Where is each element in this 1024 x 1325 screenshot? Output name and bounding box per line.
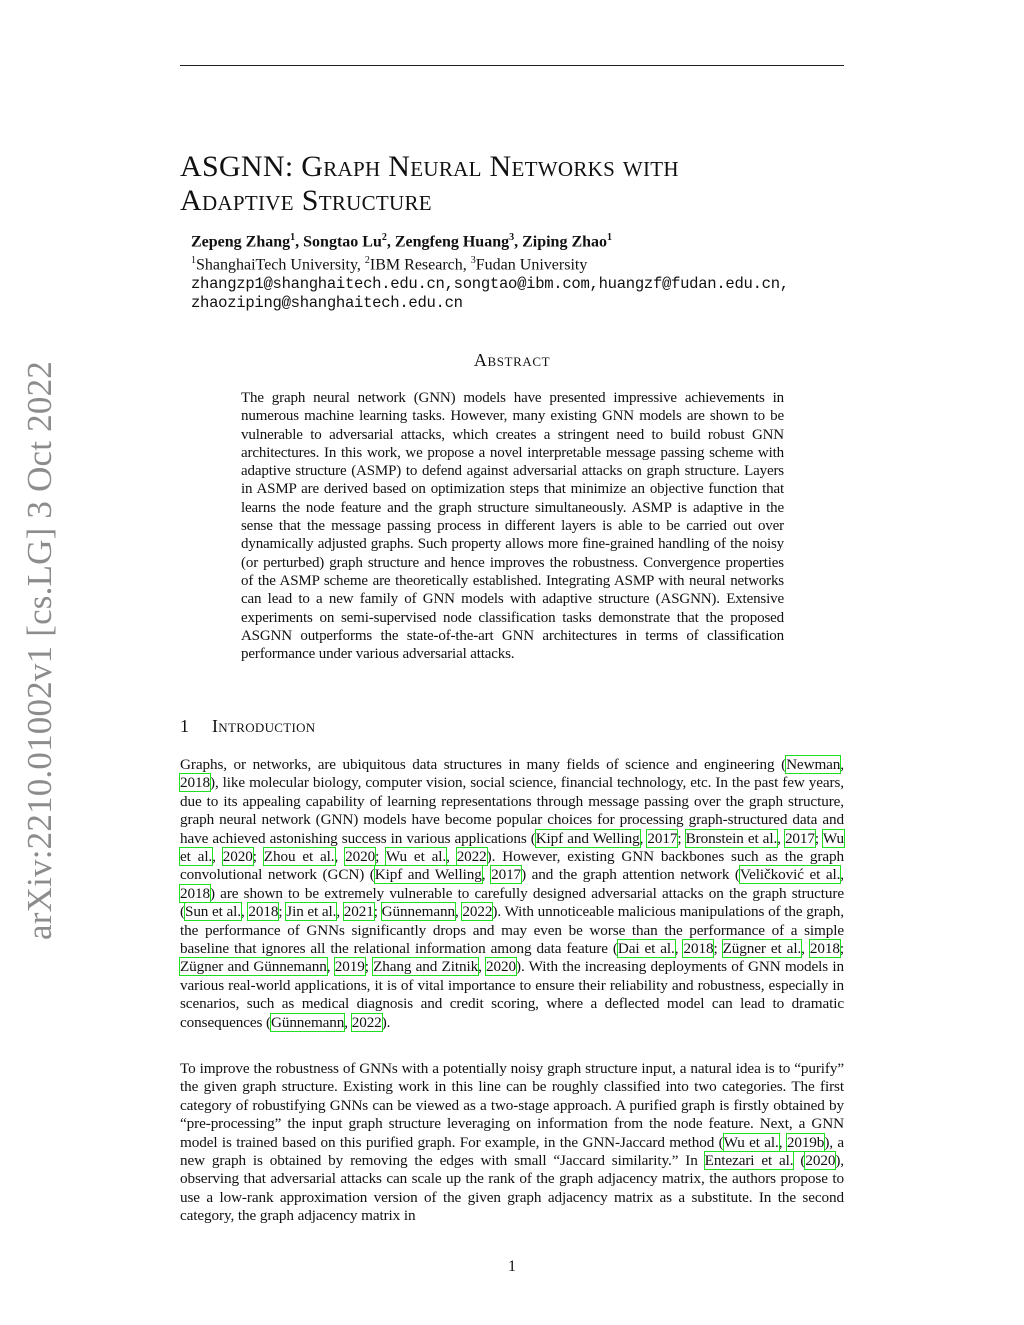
citation-link[interactable]: 2020	[345, 848, 376, 866]
citation-link[interactable]: 2022	[456, 848, 487, 866]
author-emails-line1: zhangzp1@shanghaitech.edu.cn,songtao@ibm.com,huangzf@fudan.edu.cn,	[191, 274, 789, 293]
citation-link[interactable]: 2020	[805, 1152, 836, 1170]
citation-link[interactable]: Entezari et al.	[704, 1152, 794, 1170]
citation-link[interactable]: Wu et al.	[723, 1133, 779, 1151]
citation-link[interactable]: Sun et al.	[184, 903, 241, 921]
citation-link[interactable]: 2018	[683, 940, 714, 958]
citation-link[interactable]: Wu et al.	[180, 829, 844, 866]
citation-link[interactable]: 2022	[462, 903, 493, 921]
citation-link[interactable]: Newman	[786, 756, 841, 773]
citation-link[interactable]: Zhang and Zitnik	[373, 958, 479, 976]
citation-link[interactable]: Bronstein et al.	[685, 829, 778, 847]
citation-link[interactable]: 2017	[784, 829, 815, 847]
citation-link[interactable]: 2017	[491, 866, 522, 884]
citation-link[interactable]: Günnemann	[270, 1013, 345, 1031]
author-emails-line2: zhaoziping@shanghaitech.edu.cn	[191, 293, 463, 312]
citation-link[interactable]: Zhou et al.	[263, 848, 335, 866]
author-block	[191, 228, 851, 313]
author-names: Zepeng Zhang$^1$, Songtao Lu$^2$, Zengfeng Huang$^3$, Ziping Zhao$^1$	[191, 232, 613, 251]
intro-paragraph-2: To improve the robustness of GNNs with a potentially noisy graph structure input, a natural idea is to “purify” the given graph structure. Existing work in this line can be roughly classified into two categories. The first category of robustifying GNNs can be viewed as a two-stage approach. A purified graph is firstly obtained by “pre-processing” the input graph structure leveraging on information from the node feature. Next, a GNN model is trained based on this purified graph. For example, in the GNN-Jaccard method (Wu et al., 2019b), a new graph is obtained by removing the edges with small “Jaccard similarity.” In Entezari et al. (2020), observing that adversarial attacks can scale up the rank of the graph adjacency matrix, the authors propose to use a low-rank approximation version of the given graph adjacency matrix as a substitute. In the second category, the graph adjacency matrix in	[180, 1060, 845, 1225]
citation-link[interactable]: 2019	[334, 958, 365, 976]
citation-link[interactable]: 2017	[647, 829, 678, 847]
paper-title: ASGNN: Graph Neural Networks with Adaptive Structure	[180, 150, 679, 218]
citation-link[interactable]: 2018	[248, 903, 279, 921]
page-number: 1	[508, 1258, 516, 1275]
section-heading-introduction: 1 Introduction	[180, 716, 316, 736]
citation-link[interactable]: Jin et al.	[286, 903, 337, 921]
citation-link[interactable]: 2018	[180, 884, 210, 902]
citation-link[interactable]: 2019b	[786, 1133, 825, 1151]
citation-link[interactable]: Veličković et al.	[739, 866, 841, 884]
citation-link[interactable]: Dai et al.	[617, 940, 675, 958]
citation-link[interactable]: Wu et al.	[385, 848, 447, 866]
citation-link[interactable]: 2018	[809, 940, 840, 958]
header-rule	[180, 65, 844, 66]
citation-link[interactable]: Günnemann	[381, 903, 455, 921]
citation-link[interactable]: 2020	[486, 958, 517, 976]
citation-link[interactable]: Kipf and Welling	[535, 829, 640, 847]
citation-link[interactable]: Zügner et al.	[722, 940, 802, 958]
affiliations: $^1$ShanghaiTech University, $^2$IBM Research, $^3$Fudan University	[191, 255, 588, 274]
intro-paragraph-1: Graphs, or networks, are ubiquitous data structures in many fields of science and engineering (Newman, 2018), like molecular biology, computer vision, social science, financial technology, etc. In the past few years, due to its appealing capability of learning representations through message passing over the graph structure, graph neural network (GNN) models have become popular choices for processing graph-structured data and have achieved astonishing success in various applications (Kipf and Welling, 2017; Bronstein et al., 2017; Wu et al., 2020; Zhou et al., 2020; Wu et al., 2022). However, existing GNN backbones such as the graph convolutional network (GCN) (Kipf and Welling, 2017) and the graph attention network (Veličković et al., 2018) are shown to be extremely vulnerable to carefully designed adversarial attacks on the graph structure (Sun et al., 2018; Jin et al., 2021; Günnemann, 2022). With unnoticeable malicious manipulations of the graph, the performance of GNNs significantly drops and may even be worse than the performance of a simple baseline that ignores all the relational information among data feature (Dai et al., 2018; Zügner et al., 2018; Zügner and Günnemann, 2019; Zhang and Zitnik, 2020). With the increasing deployments of GNN models in various real-world applications, it is of vital importance to ensure their reliability and robustness, especially in scenarios, such as medical diagnosis and credit scoring, where a deflected model can lead to dramatic consequences (Günnemann, 2022).	[180, 756, 845, 1031]
citation-link[interactable]: Zügner and Günnemann	[180, 958, 327, 976]
abstract-heading: Abstract	[473, 350, 551, 370]
abstract-text: The graph neural network (GNN) models have presented impressive achievements in numerous machine learning tasks. However, many existing GNN models are shown to be vulnerable to adversarial attacks, which creates a stringent need to build robust GNN architectures. In this work, we propose a novel interpretable message passing scheme with adaptive structure (ASMP) to defend against adversarial attacks on graph structure. Layers in ASMP are derived based on optimization steps that minimize an objective function that learns the node feature and the graph structure simultaneously. ASMP is adaptive in the sense that the message passing process in different layers is able to be carried out over dynamically adjusted graphs. Such property allows more fine-grained handling of the noisy (or perturbed) graph structure and hence improves the robustness. Convergence properties of the ASMP scheme are theoretically established. Integrating ASMP with neural networks can lead to a new family of GNN models with adaptive structure (ASGNN). Extensive experiments on semi-supervised node classification tasks demonstrate that the proposed ASGNN outperforms the state-of-the-art GNN architectures in terms of classification performance under various adversarial attacks.	[241, 390, 784, 663]
citation-link[interactable]: 2021	[343, 903, 374, 921]
citation-link[interactable]: Kipf and Welling	[374, 866, 482, 884]
citation-link[interactable]: 2022	[351, 1013, 382, 1031]
arxiv-identifier: arXiv:2210.01002v1 [cs.LG] 3 Oct 2022	[20, 361, 59, 940]
citation-link[interactable]: 2018	[180, 774, 210, 792]
citation-link[interactable]: 2020	[222, 848, 253, 866]
